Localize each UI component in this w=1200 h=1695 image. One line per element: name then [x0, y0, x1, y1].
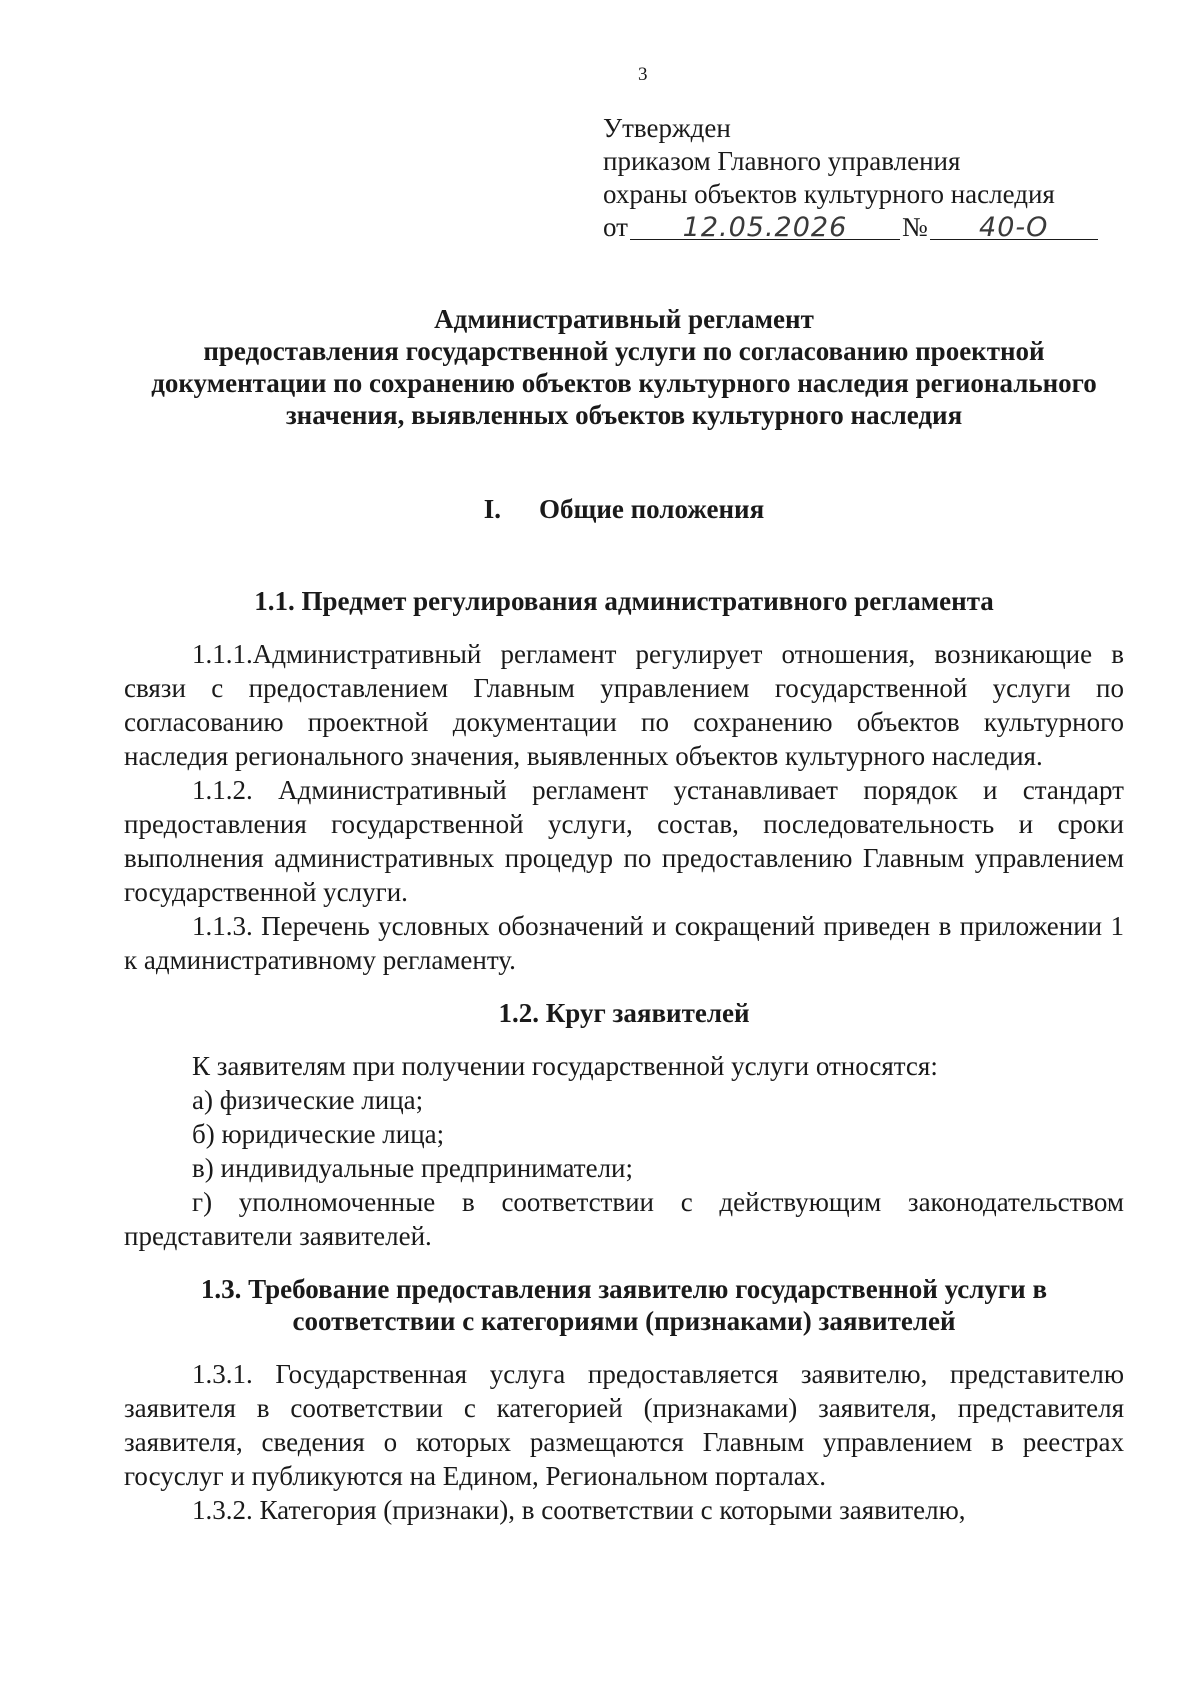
document-body	[124, 303, 1124, 1527]
document-title-line-3: документации по сохранению объектов культурного наследия регионального	[151, 368, 1097, 398]
section-1-3-heading-line-2: соответствии с категориями (признаками) заявителей	[292, 1306, 956, 1336]
chapter-title: Общие положения	[539, 494, 765, 524]
paragraph-1-2-intro: К заявителям при получении государственной услуги относятся:	[192, 1051, 938, 1081]
chapter-heading	[124, 493, 1124, 525]
list-item-c: в) индивидуальные предприниматели;	[192, 1153, 633, 1183]
paragraph-1-1-1: 1.1.1.Административный регламент регулирует отношения, возникающие в связи с предоставлением Главным управлением государственной услуги по согласованию проектной документации по сохранению объектов культурного наследия регионального значения, выявленных объектов культурного наследия.	[124, 639, 1124, 771]
paragraph-1-1-2: 1.1.2. Административный регламент устанавливает порядок и стандарт предоставления государственной услуги, состав, последовательность и сроки выполнения административных процедур по предоставлению Главным управлением государственной услуги.	[124, 775, 1124, 907]
list-item-b: б) юридические лица;	[192, 1119, 445, 1149]
approval-line-date-number	[603, 211, 1098, 244]
section-1-1-heading: 1.1. Предмет регулирования административного регламента	[254, 586, 994, 616]
approval-number-prefix: №	[901, 212, 928, 242]
document-title-line-1: Административный регламент	[434, 304, 814, 334]
section-1-3-heading	[124, 1273, 1124, 1337]
section-1-2-heading: 1.2. Круг заявителей	[498, 998, 750, 1028]
page-number: 3	[638, 64, 648, 85]
approval-line-order: приказом Главного управления	[603, 146, 961, 176]
list-item-a: а) физические лица;	[192, 1085, 424, 1115]
list-item-d: г) уполномоченные в соответствии с действующим законодательством представители заявителей.	[124, 1187, 1124, 1251]
paragraph-1-1-3: 1.1.3. Перечень условных обозначений и сокращений приведен в приложении 1 к административному регламенту.	[124, 911, 1124, 975]
approval-block	[603, 112, 1098, 244]
approval-date-handwritten: 12.05.2026	[630, 211, 900, 240]
paragraph-1-3-1: 1.3.1. Государственная услуга предоставляется заявителю, представителю заявителя в соответствии с категорией (признаками) заявителя, представителя заявителя, сведения о которых размещаются Главным управлением в реестрах госуслуг и публикуются на Едином, Региональном порталах.	[124, 1359, 1124, 1491]
approval-date-prefix: от	[603, 212, 628, 242]
document-title	[124, 303, 1124, 431]
approval-number-handwritten: 40-О	[930, 211, 1098, 240]
document-title-line-2: предоставления государственной услуги по согласованию проектной	[203, 336, 1045, 366]
section-1-3-heading-line-1: 1.3. Требование предоставления заявителю государственной услуги в	[200, 1274, 1048, 1304]
approval-line-approved: Утвержден	[603, 113, 731, 143]
approval-line-authority: охраны объектов культурного наследия	[603, 179, 1055, 209]
document-title-line-4: значения, выявленных объектов культурного наследия	[285, 400, 963, 430]
paragraph-1-3-2: 1.3.2. Категория (признаки), в соответствии с которыми заявителю,	[192, 1495, 966, 1525]
chapter-number: I.	[483, 494, 502, 524]
